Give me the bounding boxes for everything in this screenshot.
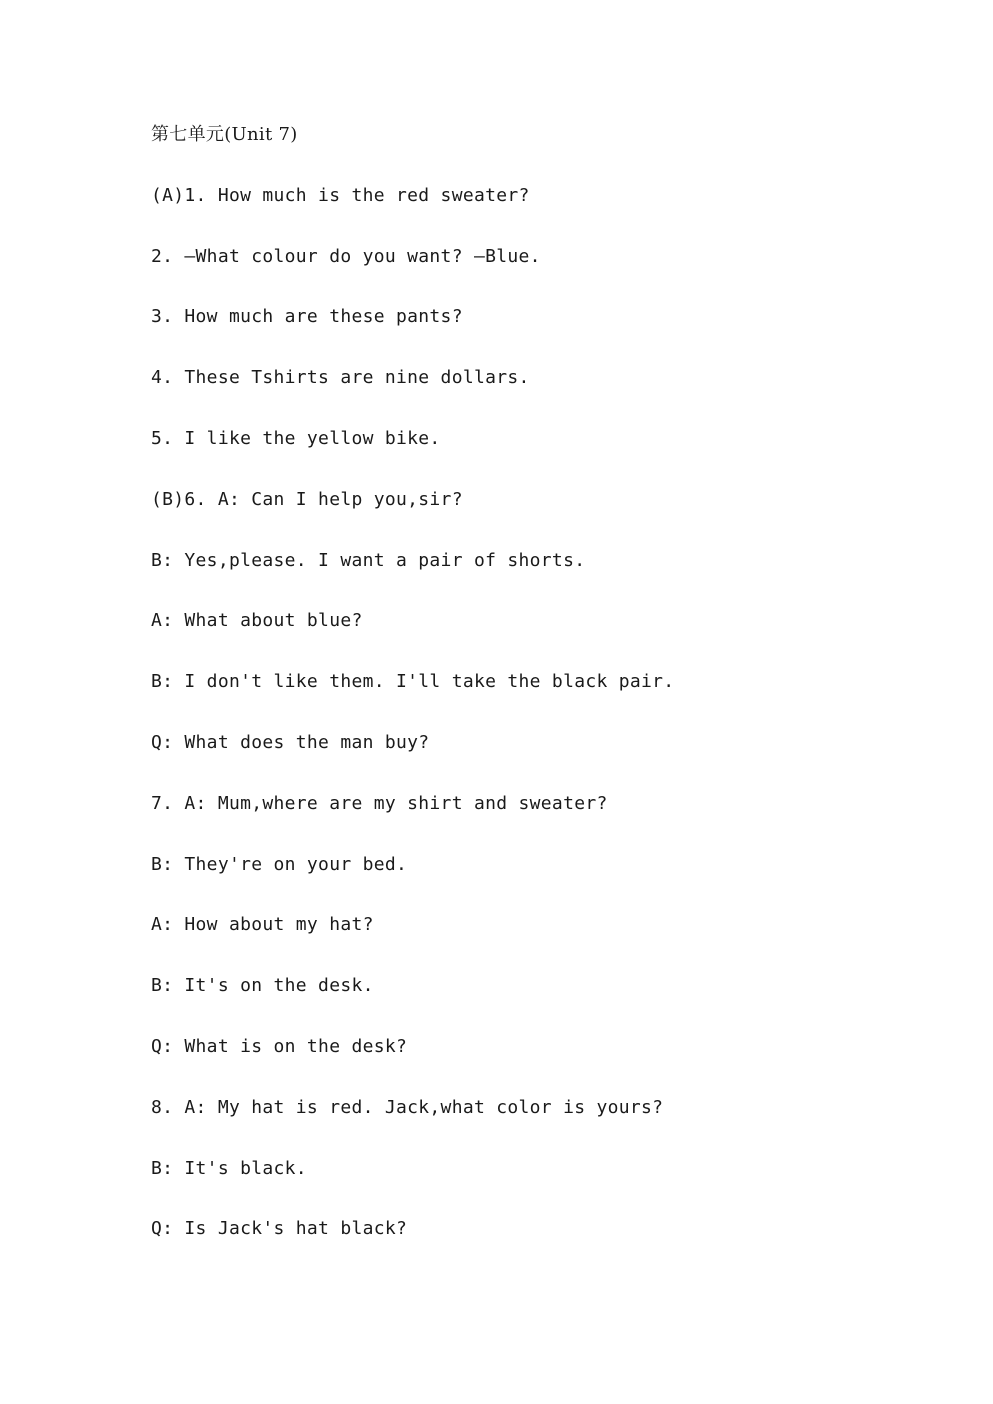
transcript-line: 5. I like the yellow bike. xyxy=(151,427,441,449)
transcript-line: B: Yes,please. I want a pair of shorts. xyxy=(151,549,586,571)
transcript-line: Q: Is Jack's hat black? xyxy=(151,1218,408,1240)
transcript-lines xyxy=(151,118,674,1273)
transcript-line: 3. How much are these pants? xyxy=(151,306,463,328)
transcript-line: B: It's black. xyxy=(151,1157,307,1179)
transcript-line: 4. These Tshirts are nine dollars. xyxy=(151,367,530,389)
transcript-line: 8. A: My hat is red. Jack,what color is yours? xyxy=(151,1096,664,1118)
transcript-line: 2. —What colour do you want? —Blue. xyxy=(151,245,541,267)
transcript-line: B: They're on your bed. xyxy=(151,853,408,875)
transcript-line: Q: What is on the desk? xyxy=(151,1035,408,1057)
transcript-line: (B)6. A: Can I help you,sir? xyxy=(151,488,463,510)
transcript-line: A: How about my hat? xyxy=(151,914,374,936)
transcript-line: Q: What does the man buy? xyxy=(151,731,430,753)
page-title: 第七单元(Unit 7) xyxy=(151,124,298,145)
transcript-line: B: It's on the desk. xyxy=(151,975,374,997)
transcript-line: A: What about blue? xyxy=(151,610,363,632)
transcript-line: (A)1. How much is the red sweater? xyxy=(151,184,530,206)
transcript-line: 7. A: Mum,where are my shirt and sweater? xyxy=(151,792,608,814)
transcript-line: B: I don't like them. I'll take the black pair. xyxy=(151,671,675,693)
